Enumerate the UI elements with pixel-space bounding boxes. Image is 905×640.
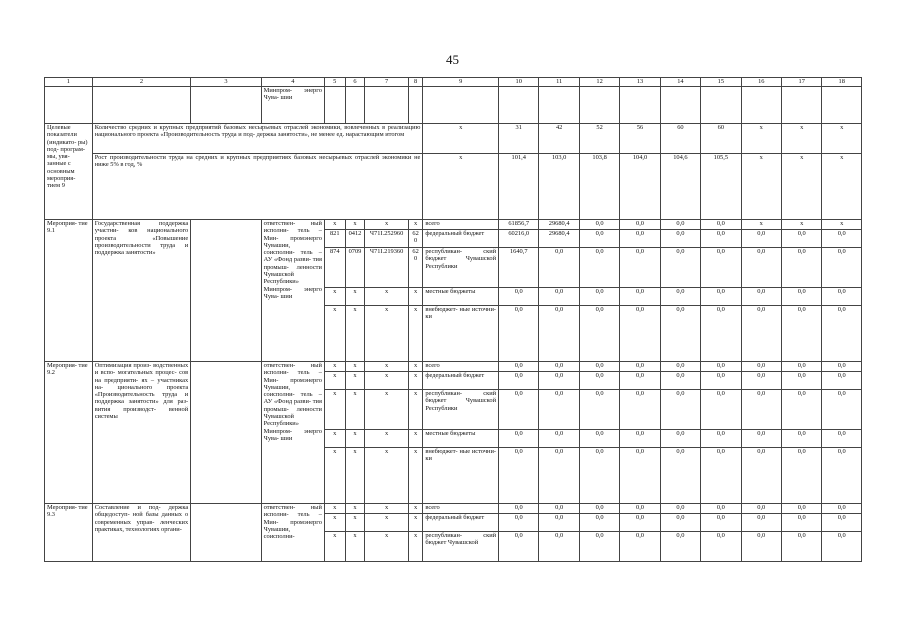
funding-value: x: [741, 220, 781, 230]
budget-code-section: x: [345, 532, 365, 562]
funding-value: 0,0: [781, 306, 821, 362]
funding-value: 0,0: [781, 448, 821, 504]
header-cell: 18: [822, 78, 862, 87]
target-value: 101,4: [499, 154, 539, 220]
funding-value: 29680,4: [539, 220, 579, 230]
funding-source: внебюджет- ные источни- ки: [423, 448, 499, 504]
empty-cell: [345, 87, 365, 124]
budget-code-target: x: [365, 372, 409, 390]
funding-value: 0,0: [822, 390, 862, 430]
budget-code-type: 620: [408, 230, 423, 248]
funding-value: 0,0: [781, 362, 821, 372]
budget-code-target: x: [365, 362, 409, 372]
measure-name: Оптимизация произ- водственных и вспо- могательных процес- сов на предприяти- ях – участниках на- ционального проекта «Производительность труда и поддержка занятости» для раз- вития производст- венной системы: [92, 362, 190, 504]
funding-value: 0,0: [701, 220, 741, 230]
funding-value: 0,0: [499, 532, 539, 562]
funding-value: 0,0: [781, 230, 821, 248]
funding-value: 0,0: [701, 514, 741, 532]
funding-value: 0,0: [781, 248, 821, 288]
funding-value: 0,0: [579, 514, 619, 532]
target-value: x: [423, 154, 499, 220]
funding-value: 0,0: [620, 220, 660, 230]
funding-value: 0,0: [701, 362, 741, 372]
funding-value: 0,0: [579, 532, 619, 562]
header-row: [45, 78, 862, 87]
header-cell: 16: [741, 78, 781, 87]
budget-code-section: x: [345, 306, 365, 362]
funding-value: 0,0: [701, 248, 741, 288]
budget-code-section: x: [345, 390, 365, 430]
budget-code-section: x: [345, 362, 365, 372]
header-cell: 5: [324, 78, 345, 87]
funding-value: 0,0: [660, 430, 700, 448]
budget-code-section: x: [345, 372, 365, 390]
budget-code-type: x: [408, 288, 423, 306]
header-cell: 17: [781, 78, 821, 87]
budget-code-type: x: [408, 372, 423, 390]
funding-source: федеральный бюджет: [423, 514, 499, 532]
funding-source: всего: [423, 220, 499, 230]
budget-code-type: x: [408, 306, 423, 362]
empty-cell: [579, 87, 619, 124]
target-value: x: [741, 124, 781, 154]
funding-value: 0,0: [539, 288, 579, 306]
funding-value: 0,0: [660, 390, 700, 430]
funding-source: республикан- ский бюджет Чувашской Республики: [423, 390, 499, 430]
funding-value: 0,0: [620, 448, 660, 504]
funding-value: 0,0: [539, 448, 579, 504]
empty-cell: [365, 87, 409, 124]
funding-value: 0,0: [539, 248, 579, 288]
header-cell: 8: [408, 78, 423, 87]
header-cell: 1: [45, 78, 93, 87]
funding-source: местные бюджеты: [423, 288, 499, 306]
empty-cell: [324, 87, 345, 124]
funding-value: 0,0: [822, 288, 862, 306]
funding-source: всего: [423, 504, 499, 514]
funding-value: 0,0: [539, 362, 579, 372]
funding-value: 0,0: [539, 430, 579, 448]
funding-value: 60216,0: [499, 230, 539, 248]
empty-cell: [620, 87, 660, 124]
funding-value: 0,0: [620, 248, 660, 288]
budget-code-grbs: x: [324, 514, 345, 532]
budget-code-type: x: [408, 390, 423, 430]
funding-value: 0,0: [741, 248, 781, 288]
funding-source: всего: [423, 362, 499, 372]
target-value: x: [423, 124, 499, 154]
target-description: Количество средних и крупных предприятий базовых несырьевых отраслей экономики, вовлеченных в реализацию национального проекта «Производительность труда и под- держка занятости», не менее ед. нарастающим итогом: [92, 124, 423, 154]
funding-value: 0,0: [660, 372, 700, 390]
measure-label: Мероприя- тие 9.3: [45, 504, 93, 562]
funding-value: 0,0: [499, 504, 539, 514]
funding-value: 0,0: [822, 514, 862, 532]
funding-value: 0,0: [579, 248, 619, 288]
budget-code-grbs: x: [324, 288, 345, 306]
funding-value: 0,0: [579, 372, 619, 390]
budget-code-target: x: [365, 430, 409, 448]
funding-value: 0,0: [781, 430, 821, 448]
target-row: [45, 154, 862, 220]
empty-cell: [423, 87, 499, 124]
measure-label: Мероприя- тие 9.1: [45, 220, 93, 362]
target-value: 56: [620, 124, 660, 154]
funding-value: 61856,7: [499, 220, 539, 230]
target-row: [45, 124, 862, 154]
budget-code-section: x: [345, 288, 365, 306]
empty-cell: [45, 87, 93, 124]
funding-value: 0,0: [822, 372, 862, 390]
funding-value: 0,0: [579, 390, 619, 430]
funding-value: 1640,7: [499, 248, 539, 288]
funding-source: местные бюджеты: [423, 430, 499, 448]
budget-code-target: Ч71I.219360: [365, 248, 409, 288]
funding-row: [45, 220, 862, 230]
funding-value: 0,0: [660, 288, 700, 306]
empty-cell: [408, 87, 423, 124]
funding-value: 0,0: [781, 288, 821, 306]
budget-code-target: x: [365, 306, 409, 362]
budget-code-section: x: [345, 504, 365, 514]
budget-code-target: x: [365, 288, 409, 306]
funding-value: 0,0: [539, 372, 579, 390]
budget-code-type: x: [408, 532, 423, 562]
target-value: 42: [539, 124, 579, 154]
funding-source: республикан- ский бюджет Чувашской Республики: [423, 248, 499, 288]
budget-code-target: x: [365, 532, 409, 562]
funding-value: 0,0: [822, 504, 862, 514]
funding-value: 29680,4: [539, 230, 579, 248]
funding-value: 0,0: [822, 248, 862, 288]
empty-cell: [92, 87, 190, 124]
budget-code-grbs: x: [324, 220, 345, 230]
funding-value: 0,0: [499, 430, 539, 448]
funding-value: 0,0: [822, 362, 862, 372]
funding-value: 0,0: [701, 430, 741, 448]
funding-value: 0,0: [539, 390, 579, 430]
budget-code-grbs: x: [324, 306, 345, 362]
funding-value: 0,0: [781, 514, 821, 532]
continuation-row: [45, 87, 862, 124]
target-value: 104,0: [620, 154, 660, 220]
continuation-responsible: Минпром- энерго Чува- шии: [261, 87, 324, 124]
target-value: 60: [701, 124, 741, 154]
funding-value: 0,0: [539, 514, 579, 532]
funding-value: 0,0: [499, 288, 539, 306]
program-table: [44, 77, 862, 562]
empty-cell: [191, 220, 262, 362]
budget-code-section: x: [345, 514, 365, 532]
funding-value: 0,0: [579, 230, 619, 248]
funding-value: 0,0: [822, 448, 862, 504]
budget-code-grbs: x: [324, 448, 345, 504]
funding-value: 0,0: [620, 504, 660, 514]
target-value: x: [822, 124, 862, 154]
funding-value: 0,0: [701, 448, 741, 504]
funding-source: федеральный бюджет: [423, 230, 499, 248]
funding-value: 0,0: [620, 306, 660, 362]
budget-code-target: x: [365, 220, 409, 230]
funding-value: 0,0: [579, 220, 619, 230]
header-cell: 11: [539, 78, 579, 87]
funding-row: [45, 362, 862, 372]
target-value: 103,8: [579, 154, 619, 220]
funding-value: 0,0: [660, 248, 700, 288]
funding-value: 0,0: [822, 230, 862, 248]
funding-value: 0,0: [620, 288, 660, 306]
budget-code-grbs: x: [324, 430, 345, 448]
empty-cell: [499, 87, 539, 124]
funding-value: 0,0: [539, 504, 579, 514]
funding-value: 0,0: [741, 288, 781, 306]
funding-value: 0,0: [741, 390, 781, 430]
header-cell: 6: [345, 78, 365, 87]
funding-value: 0,0: [499, 448, 539, 504]
funding-value: 0,0: [660, 514, 700, 532]
budget-code-target: x: [365, 504, 409, 514]
measure-responsible: ответствен- ный исполни- тель – Мин- промэнерго Чувашии, соисполни-: [261, 504, 324, 562]
target-value: x: [781, 154, 821, 220]
budget-code-type: x: [408, 504, 423, 514]
budget-code-grbs: x: [324, 372, 345, 390]
funding-value: 0,0: [822, 532, 862, 562]
empty-cell: [191, 504, 262, 562]
funding-source: внебюджет- ные источни- ки: [423, 306, 499, 362]
funding-value: 0,0: [499, 372, 539, 390]
funding-value: x: [781, 220, 821, 230]
target-value: 52: [579, 124, 619, 154]
target-value: 105,5: [701, 154, 741, 220]
measure-responsible: ответствен- ный исполни- тель – Мин- промэнерго Чувашии, соисполни- тель – АУ «Фонд разви- тия промыш- ленности Чувашской Республики» Минпром- энерго Чува- шии: [261, 220, 324, 362]
budget-code-target: x: [365, 390, 409, 430]
header-cell: 13: [620, 78, 660, 87]
target-value: 103,0: [539, 154, 579, 220]
header-cell: 14: [660, 78, 700, 87]
funding-value: 0,0: [701, 288, 741, 306]
funding-value: 0,0: [499, 390, 539, 430]
measure-name: Составление и под- держка общедоступ- ной базы данных о современных управ- ленческих практиках, технологиях органи-: [92, 504, 190, 562]
budget-code-type: 620: [408, 248, 423, 288]
target-value: 31: [499, 124, 539, 154]
budget-code-target: x: [365, 448, 409, 504]
budget-code-target: x: [365, 514, 409, 532]
budget-code-grbs: x: [324, 532, 345, 562]
funding-value: 0,0: [579, 504, 619, 514]
header-cell: 2: [92, 78, 190, 87]
funding-value: 0,0: [741, 372, 781, 390]
funding-value: 0,0: [539, 306, 579, 362]
funding-value: 0,0: [701, 504, 741, 514]
targets-label: Целевые показатели (индикато- ры) под- програм- мы, увя- занные с основным мероприя- тием 9: [45, 124, 93, 220]
funding-value: 0,0: [660, 504, 700, 514]
header-cell: 12: [579, 78, 619, 87]
funding-value: x: [822, 220, 862, 230]
funding-value: 0,0: [701, 532, 741, 562]
funding-value: 0,0: [660, 448, 700, 504]
budget-code-type: x: [408, 514, 423, 532]
funding-source: федеральный бюджет: [423, 372, 499, 390]
budget-code-section: x: [345, 430, 365, 448]
funding-source: республикан- ский бюджет Чувашской: [423, 532, 499, 562]
header-cell: 3: [191, 78, 262, 87]
funding-value: 0,0: [822, 430, 862, 448]
funding-value: 0,0: [579, 288, 619, 306]
empty-cell: [660, 87, 700, 124]
funding-value: 0,0: [620, 372, 660, 390]
funding-value: 0,0: [741, 448, 781, 504]
empty-cell: [781, 87, 821, 124]
header-cell: 9: [423, 78, 499, 87]
funding-value: 0,0: [660, 362, 700, 372]
funding-value: 0,0: [781, 372, 821, 390]
header-cell: 15: [701, 78, 741, 87]
funding-value: 0,0: [701, 230, 741, 248]
funding-value: 0,0: [660, 532, 700, 562]
budget-code-type: x: [408, 220, 423, 230]
budget-code-target: Ч71I.252960: [365, 230, 409, 248]
funding-value: 0,0: [499, 514, 539, 532]
budget-code-type: x: [408, 430, 423, 448]
funding-value: 0,0: [499, 306, 539, 362]
funding-value: 0,0: [701, 390, 741, 430]
funding-value: 0,0: [822, 306, 862, 362]
funding-value: 0,0: [579, 430, 619, 448]
header-cell: 7: [365, 78, 409, 87]
budget-code-grbs: x: [324, 390, 345, 430]
empty-cell: [741, 87, 781, 124]
empty-cell: [822, 87, 862, 124]
budget-code-grbs: 874: [324, 248, 345, 288]
funding-value: 0,0: [620, 532, 660, 562]
funding-value: 0,0: [579, 362, 619, 372]
target-value: x: [822, 154, 862, 220]
target-description: Рост производительности труда на средних и крупных предприятиях базовых несырьевых отраслей экономики не ниже 5% в год, %: [92, 154, 423, 220]
funding-value: 0,0: [539, 532, 579, 562]
target-value: 104,6: [660, 154, 700, 220]
target-value: x: [741, 154, 781, 220]
funding-value: 0,0: [781, 532, 821, 562]
funding-value: 0,0: [781, 390, 821, 430]
budget-code-type: x: [408, 362, 423, 372]
funding-value: 0,0: [741, 362, 781, 372]
budget-code-grbs: x: [324, 362, 345, 372]
funding-value: 0,0: [741, 504, 781, 514]
empty-cell: [701, 87, 741, 124]
funding-value: 0,0: [741, 306, 781, 362]
funding-value: 0,0: [660, 306, 700, 362]
page-number: 45: [446, 52, 459, 67]
funding-value: 0,0: [620, 362, 660, 372]
budget-code-grbs: 821: [324, 230, 345, 248]
header-cell: 4: [261, 78, 324, 87]
header-cell: 10: [499, 78, 539, 87]
funding-value: 0,0: [741, 230, 781, 248]
budget-code-section: x: [345, 448, 365, 504]
target-value: x: [781, 124, 821, 154]
funding-value: 0,0: [620, 430, 660, 448]
funding-value: 0,0: [620, 514, 660, 532]
funding-value: 0,0: [701, 306, 741, 362]
funding-value: 0,0: [741, 532, 781, 562]
funding-value: 0,0: [620, 230, 660, 248]
empty-cell: [191, 362, 262, 504]
funding-value: 0,0: [499, 362, 539, 372]
funding-value: 0,0: [620, 390, 660, 430]
funding-row: [45, 504, 862, 514]
measure-responsible: ответствен- ный исполни- тель – Мин- промэнерго Чувашии, соисполни- тель – АУ «Фонд разви- тия промыш- ленности Чувашской Республики» Минпром- энерго Чува- шии: [261, 362, 324, 504]
budget-code-section: 0709: [345, 248, 365, 288]
funding-value: 0,0: [741, 430, 781, 448]
measure-label: Мероприя- тие 9.2: [45, 362, 93, 504]
budget-code-type: x: [408, 448, 423, 504]
target-value: 60: [660, 124, 700, 154]
budget-code-grbs: x: [324, 504, 345, 514]
funding-value: 0,0: [781, 504, 821, 514]
budget-code-section: 0412: [345, 230, 365, 248]
empty-cell: [191, 87, 262, 124]
funding-value: 0,0: [579, 306, 619, 362]
budget-code-section: x: [345, 220, 365, 230]
funding-value: 0,0: [660, 220, 700, 230]
funding-value: 0,0: [741, 514, 781, 532]
funding-value: 0,0: [660, 230, 700, 248]
measure-name: Государственная поддержка участни- ков национального проекта «Повышение производительности труда и поддержка занятости»: [92, 220, 190, 362]
funding-value: 0,0: [701, 372, 741, 390]
empty-cell: [539, 87, 579, 124]
funding-value: 0,0: [579, 448, 619, 504]
